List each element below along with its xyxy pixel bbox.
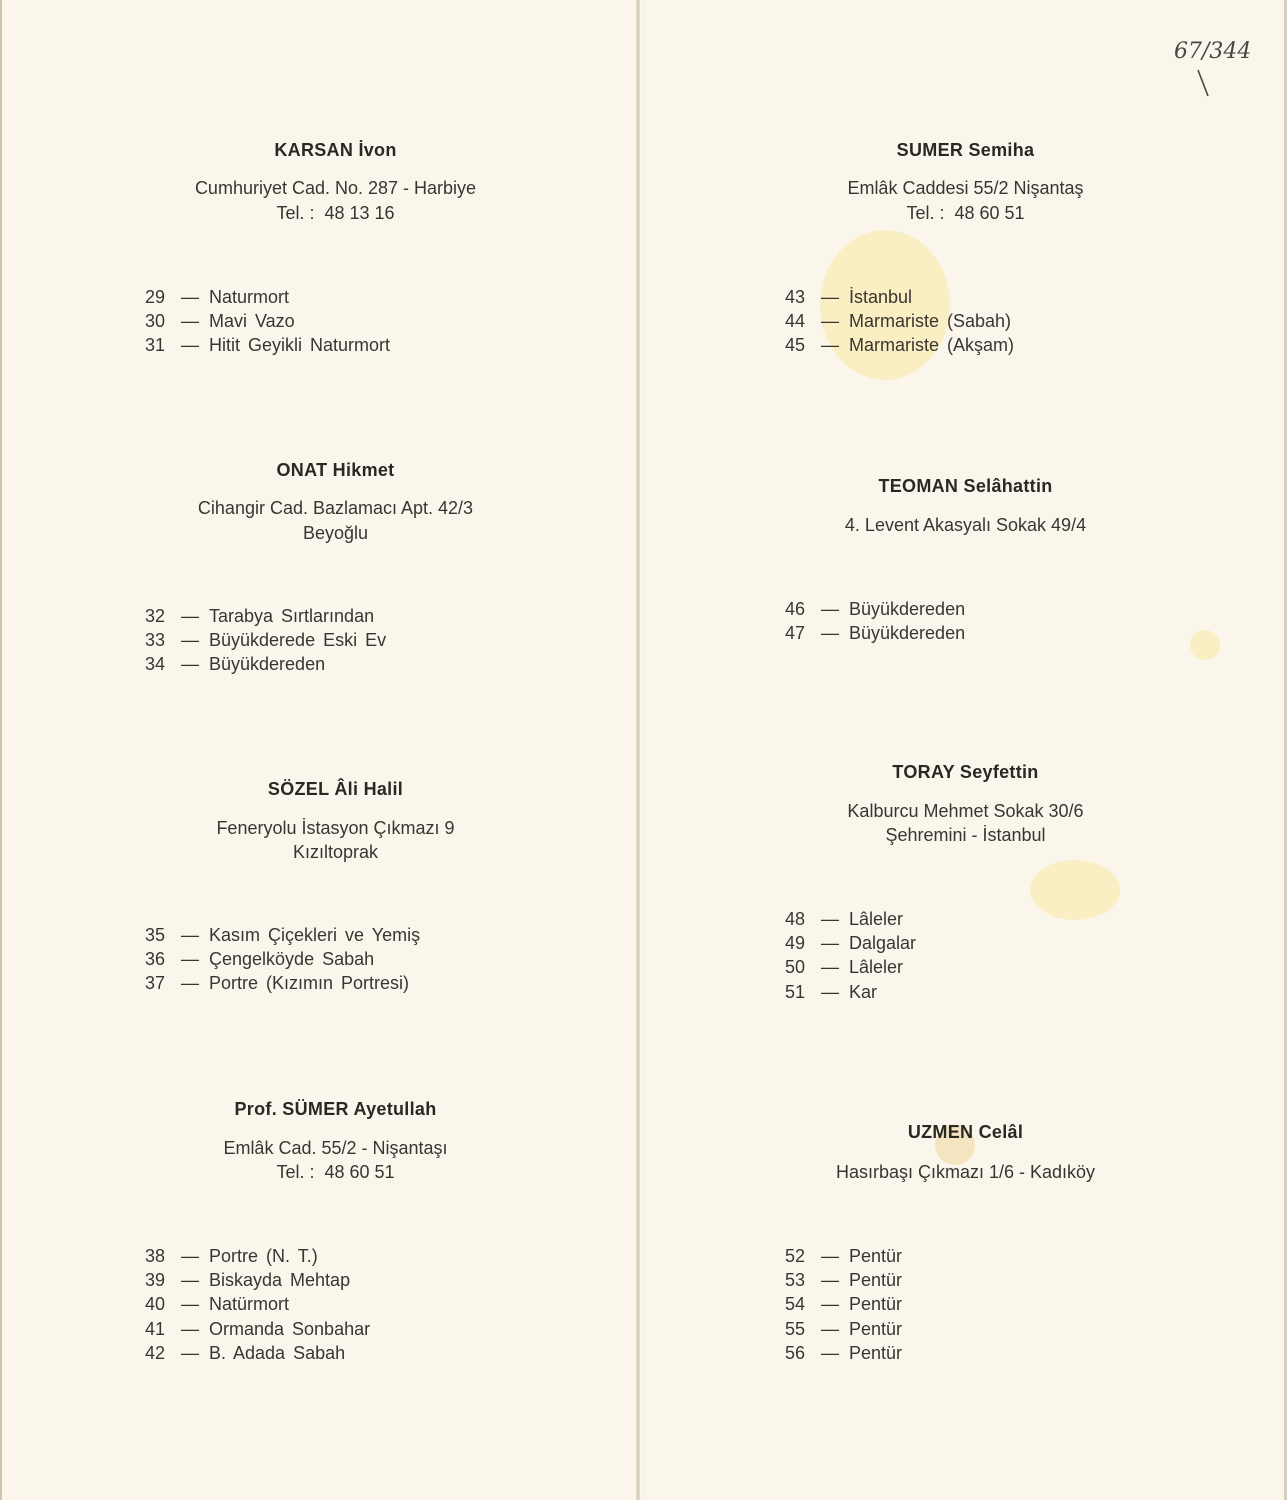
- artwork-dash: —: [821, 1342, 839, 1363]
- artwork-title: Çengelköyde Sabah: [209, 948, 375, 969]
- artwork-number: 48: [785, 908, 806, 929]
- artwork-title: Pentür: [849, 1269, 903, 1290]
- artwork-item: [785, 1293, 902, 1317]
- artwork-item: [785, 980, 916, 1004]
- artwork-number: 43: [785, 286, 806, 307]
- artwork-title: Kar: [849, 981, 878, 1002]
- artwork-dash: —: [821, 335, 839, 356]
- artwork-dash: —: [181, 654, 199, 675]
- paper-stain: [1030, 860, 1120, 920]
- artwork-item: [145, 1293, 370, 1317]
- artwork-dash: —: [181, 286, 199, 307]
- archive-note-text: 67/344: [1174, 39, 1252, 64]
- artwork-dash: —: [821, 1294, 839, 1315]
- artwork-title: Ormanda Sonbahar: [209, 1318, 371, 1339]
- artwork-number: 36: [145, 948, 166, 969]
- artwork-item: [785, 309, 1014, 333]
- artist-address-line: Tel. : 48 13 16: [276, 203, 395, 223]
- artwork-number: 49: [785, 932, 806, 953]
- artwork-dash: —: [821, 310, 839, 331]
- artwork-number: 44: [785, 310, 806, 331]
- artist-address-line: Emlâk Caddesi 55/2 Nişantaş: [847, 178, 1084, 198]
- artwork-number: 31: [145, 335, 166, 356]
- artwork-title: İstanbul: [849, 286, 913, 307]
- artwork-title: Pentür: [849, 1342, 903, 1363]
- artwork-list: [785, 907, 916, 1004]
- artwork-item: [145, 309, 390, 333]
- artwork-title: Lâleler: [849, 908, 904, 929]
- artwork-list: [785, 597, 965, 646]
- artwork-dash: —: [181, 1294, 199, 1315]
- artwork-item: [145, 1317, 370, 1341]
- artwork-dash: —: [821, 1245, 839, 1266]
- artwork-dash: —: [181, 924, 199, 945]
- artwork-dash: —: [181, 310, 199, 331]
- artwork-dash: —: [821, 908, 839, 929]
- artwork-item: [785, 1268, 902, 1292]
- artwork-title: Portre (Kızımın Portresi): [209, 973, 410, 994]
- artist-address-line: Kızıltoprak: [292, 842, 379, 862]
- artwork-number: 35: [145, 924, 166, 945]
- artwork-number: 45: [785, 335, 806, 356]
- artwork-number: 53: [785, 1269, 806, 1290]
- artwork-list: [145, 923, 420, 996]
- artist-address-line: 4. Levent Akasyalı Sokak 49/4: [844, 515, 1087, 535]
- artist-name: TORAY Seyfettin: [892, 762, 1039, 782]
- artwork-title: Pentür: [849, 1294, 903, 1315]
- artwork-title: Biskayda Mehtap: [209, 1269, 351, 1290]
- artwork-title: Büyükdereden: [849, 598, 966, 619]
- artwork-title: Portre (N. T.): [209, 1245, 318, 1266]
- artwork-dash: —: [181, 948, 199, 969]
- artist-address-line: Şehremini - İstanbul: [885, 825, 1046, 845]
- artwork-item: [145, 923, 420, 947]
- artist-address-line: Feneryolu İstasyon Çıkmazı 9: [216, 818, 455, 838]
- artwork-title: Natürmort: [209, 1294, 290, 1315]
- artwork-item: [145, 628, 386, 652]
- artist-name: SUMER Semiha: [896, 140, 1035, 160]
- artwork-item: [785, 1244, 902, 1268]
- artwork-dash: —: [821, 932, 839, 953]
- artwork-number: 42: [145, 1342, 166, 1363]
- artist-name: Prof. SÜMER Ayetullah: [234, 1099, 437, 1119]
- artwork-number: 38: [145, 1245, 166, 1266]
- artwork-number: 52: [785, 1245, 806, 1266]
- artwork-list: [785, 1244, 902, 1365]
- artwork-item: [145, 604, 386, 628]
- artwork-number: 39: [145, 1269, 166, 1290]
- artwork-item: [785, 597, 965, 621]
- artwork-title: Mavi Vazo: [209, 310, 295, 331]
- artwork-dash: —: [821, 1269, 839, 1290]
- artist-name: KARSAN İvon: [274, 140, 397, 160]
- artwork-list: [785, 285, 1014, 358]
- center-fold: [636, 0, 640, 1500]
- artwork-item: [145, 972, 420, 996]
- artwork-number: 50: [785, 957, 806, 978]
- artwork-title: Kasım Çiçekleri ve Yemiş: [209, 924, 421, 945]
- artist-address-line: Beyoğlu: [302, 523, 369, 543]
- artwork-title: Pentür: [849, 1245, 903, 1266]
- artwork-dash: —: [821, 598, 839, 619]
- artwork-number: 54: [785, 1294, 806, 1315]
- paper-stain: [1190, 630, 1220, 660]
- artwork-list: [145, 604, 386, 677]
- artwork-item: [785, 956, 916, 980]
- artist-name: TEOMAN Selâhattin: [878, 476, 1053, 496]
- artwork-item: [785, 1317, 902, 1341]
- artwork-dash: —: [821, 286, 839, 307]
- artwork-title: Dalgalar: [849, 932, 917, 953]
- artwork-title: Tarabya Sırtlarından: [209, 605, 375, 626]
- artwork-item: [785, 285, 1014, 309]
- artist-address-line: Emlâk Cad. 55/2 - Nişantaşı: [223, 1138, 448, 1158]
- artwork-dash: —: [181, 605, 199, 626]
- artwork-number: 55: [785, 1318, 806, 1339]
- artwork-item: [785, 1341, 902, 1365]
- artwork-number: 33: [145, 629, 166, 650]
- artwork-dash: —: [181, 1342, 199, 1363]
- artwork-dash: —: [181, 1269, 199, 1290]
- artwork-title: Marmariste (Akşam): [849, 335, 1015, 356]
- artist-address-line: Tel. : 48 60 51: [276, 1162, 395, 1182]
- artwork-list: [145, 1244, 370, 1365]
- artwork-item: [145, 1341, 370, 1365]
- artwork-dash: —: [181, 973, 199, 994]
- artwork-dash: —: [181, 1245, 199, 1266]
- artwork-title: B. Adada Sabah: [209, 1342, 346, 1363]
- artwork-title: Pentür: [849, 1318, 903, 1339]
- artwork-number: 40: [145, 1294, 166, 1315]
- artist-name: ONAT Hikmet: [276, 460, 395, 480]
- artwork-number: 34: [145, 654, 166, 675]
- artwork-dash: —: [821, 622, 839, 643]
- artist-address-line: Hasırbaşı Çıkmazı 1/6 - Kadıköy: [835, 1162, 1096, 1182]
- artist-name: UZMEN Celâl: [907, 1122, 1024, 1142]
- artwork-item: [145, 334, 390, 358]
- artwork-dash: —: [181, 335, 199, 356]
- artwork-title: Büyükdereden: [849, 622, 966, 643]
- artist-address-line: Kalburcu Mehmet Sokak 30/6: [847, 801, 1084, 821]
- artist-address-line: Tel. : 48 60 51: [906, 203, 1025, 223]
- artwork-number: 47: [785, 622, 806, 643]
- artwork-title: Hitit Geyikli Naturmort: [209, 335, 391, 356]
- artwork-title: Lâleler: [849, 957, 904, 978]
- artwork-dash: —: [821, 957, 839, 978]
- artwork-dash: —: [821, 981, 839, 1002]
- artwork-item: [785, 907, 916, 931]
- artwork-number: 41: [145, 1318, 166, 1339]
- artwork-title: Büyükdereden: [209, 654, 326, 675]
- artwork-dash: —: [821, 1318, 839, 1339]
- artwork-item: [145, 653, 386, 677]
- artist-address-line: Cihangir Cad. Bazlamacı Apt. 42/3: [197, 498, 474, 518]
- artwork-number: 51: [785, 981, 806, 1002]
- artwork-title: Marmariste (Sabah): [849, 310, 1012, 331]
- artwork-item: [785, 334, 1014, 358]
- right-page: [644, 0, 1287, 1500]
- artwork-number: 46: [785, 598, 806, 619]
- artwork-number: 37: [145, 973, 166, 994]
- artwork-item: [145, 1268, 370, 1292]
- artwork-number: 30: [145, 310, 166, 331]
- artwork-item: [145, 1244, 370, 1268]
- artwork-item: [145, 947, 420, 971]
- artwork-dash: —: [181, 629, 199, 650]
- artwork-number: 29: [145, 286, 166, 307]
- artwork-title: Naturmort: [209, 286, 290, 307]
- artwork-title: Büyükderede Eski Ev: [209, 629, 387, 650]
- artwork-number: 32: [145, 605, 166, 626]
- artwork-item: [785, 621, 965, 645]
- artwork-dash: —: [181, 1318, 199, 1339]
- artwork-number: 56: [785, 1342, 806, 1363]
- artwork-item: [785, 931, 916, 955]
- artist-name: SÖZEL Âli Halil: [267, 779, 404, 799]
- page-edge: [0, 0, 2, 1500]
- artist-address-line: Cumhuriyet Cad. No. 287 - Harbiye: [194, 178, 477, 198]
- artwork-item: [145, 285, 390, 309]
- artwork-list: [145, 285, 390, 358]
- handwritten-archive-note: [1168, 30, 1268, 100]
